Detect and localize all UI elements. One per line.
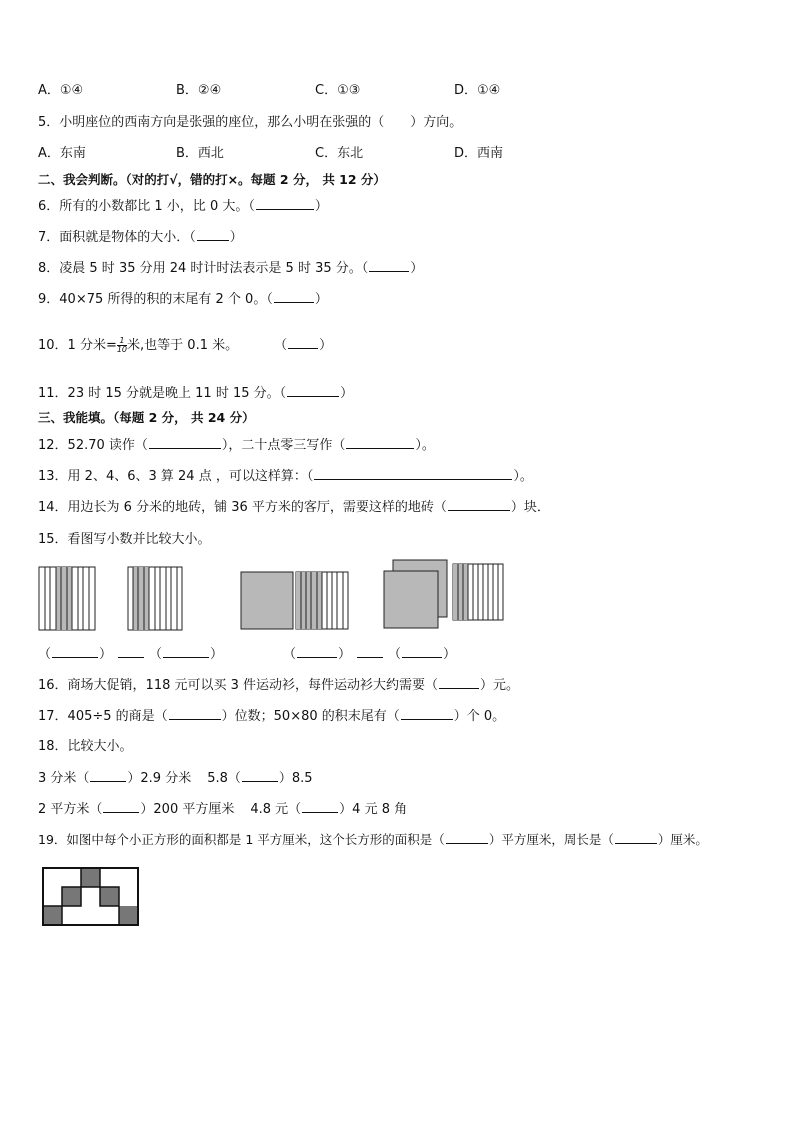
q12-line bbox=[38, 436, 435, 455]
q4-option-c: C．①③ bbox=[315, 83, 361, 98]
q8-answer-blank[interactable] bbox=[369, 259, 409, 272]
q7-answer-blank[interactable] bbox=[197, 228, 229, 241]
q10-answer-blank[interactable] bbox=[288, 336, 318, 349]
q5-text: 5．小明座位的西南方向是张强的座位，那么小明在张强的（ ）方向。 bbox=[38, 115, 463, 130]
q15-blank-3[interactable] bbox=[297, 645, 337, 658]
q14-text-a: 14．用边长为 6 分米的地砖，铺 36 平方米的客厅，需要这样的地砖（ bbox=[38, 500, 447, 515]
q18-blank-3[interactable] bbox=[103, 800, 139, 813]
q11-answer-blank[interactable] bbox=[287, 384, 339, 397]
q9-text: 9．40×75 所得的积的末尾有 2 个 0。（ bbox=[38, 292, 273, 307]
q8-end: ） bbox=[410, 261, 424, 276]
q16-text-a: 16．商场大促销，118 元可以买 3 件运动衫，每件运动衫大约需要（ bbox=[38, 678, 439, 693]
q9-line bbox=[38, 290, 328, 309]
q19-text-c: ）厘米。 bbox=[657, 832, 708, 847]
q15-text: 15．看图写小数并比较大小。 bbox=[38, 532, 211, 547]
q10-pre: 10．1 分米= bbox=[38, 338, 117, 353]
q13-text-a: 13．用 2、4、6、3 算 24 点 ，可以这样算：（ bbox=[38, 469, 314, 484]
q17-text-b: ）位数；50×80 的积末尾有（ bbox=[221, 709, 400, 724]
q17-blank-1[interactable] bbox=[169, 707, 221, 720]
q15-figure-1 bbox=[38, 566, 98, 632]
q18-r2-b: ）200 平方厘米 bbox=[140, 802, 235, 817]
q9-end: ） bbox=[314, 292, 328, 307]
q15-figure-4a bbox=[383, 559, 449, 631]
q19-text-a: 19．如图中每个小正方形的面积都是 1 平方厘米，这个长方形的面积是（ bbox=[38, 832, 445, 847]
q6-end: ） bbox=[314, 199, 328, 214]
q10-line bbox=[38, 336, 332, 355]
q7-line bbox=[38, 228, 243, 247]
q15-figure-4b bbox=[452, 563, 506, 623]
q15-figure-3a bbox=[240, 571, 296, 632]
q6-text: 6．所有的小数都比 1 小，比 0 大。（ bbox=[38, 199, 255, 214]
section3-heading: 三、我能填。（每题 2 分， 共 24 分） bbox=[38, 410, 255, 425]
q15-paren-4b: ） bbox=[443, 647, 457, 662]
q19-line bbox=[38, 831, 708, 849]
q14-text-b: ）块． bbox=[510, 500, 550, 515]
q15-paren-3b: ） bbox=[338, 647, 352, 662]
q7-end: ） bbox=[229, 230, 243, 245]
q10-fraction bbox=[117, 337, 127, 354]
q15-paren-3a: （ bbox=[283, 647, 297, 662]
q15-blank-1[interactable] bbox=[52, 645, 98, 658]
q10-paren-close: ） bbox=[319, 338, 333, 353]
q11-end: ） bbox=[340, 386, 354, 401]
q11-text: 11．23 时 15 分就是晚上 11 时 15 分。（ bbox=[38, 386, 287, 401]
q17-text-a: 17．405÷5 的商是（ bbox=[38, 709, 168, 724]
q13-blank[interactable] bbox=[314, 467, 512, 480]
q10-post: 米,也等于 0.1 米。 bbox=[127, 338, 239, 353]
q15-blank-4[interactable] bbox=[402, 645, 442, 658]
q10-frac-num: 1 bbox=[117, 337, 127, 346]
q15-blank-2[interactable] bbox=[163, 645, 209, 658]
q19-blank-2[interactable] bbox=[615, 831, 657, 844]
q11-line bbox=[38, 384, 353, 403]
q16-text-b: ）元。 bbox=[480, 678, 520, 693]
q17-text-c: ）个 0。 bbox=[453, 709, 506, 724]
q5-option-a: A．东南 bbox=[38, 146, 86, 161]
q6-line bbox=[38, 197, 328, 216]
q15-answer-row-2 bbox=[283, 645, 456, 664]
q10-frac-den: 10 bbox=[116, 345, 128, 354]
q12-blank-1[interactable] bbox=[149, 436, 221, 449]
q5-option-b: B．西北 bbox=[176, 146, 224, 161]
q8-text: 8．凌晨 5 时 35 分用 24 时计时法表示是 5 时 35 分。（ bbox=[38, 261, 369, 276]
q19-text-b: ）平方厘米，周长是（ bbox=[488, 832, 614, 847]
q17-blank-2[interactable] bbox=[401, 707, 453, 720]
q14-line bbox=[38, 498, 550, 517]
q18-r2-a: 2 平方米（ bbox=[38, 802, 103, 817]
q15-paren-1a: （ bbox=[38, 647, 52, 662]
q5-option-c: C．东北 bbox=[315, 146, 364, 161]
q18-blank-1[interactable] bbox=[90, 769, 126, 782]
q19-blank-1[interactable] bbox=[446, 831, 488, 844]
q18-blank-4[interactable] bbox=[302, 800, 338, 813]
q4-option-d: D．①④ bbox=[454, 83, 501, 98]
q15-compare-1[interactable] bbox=[118, 645, 144, 658]
q13-line bbox=[38, 467, 533, 486]
q15-figure-3b bbox=[295, 571, 351, 632]
q12-text-a: 12．52.70 读作（ bbox=[38, 438, 148, 453]
q18-r1-c: 5.8（ bbox=[207, 771, 241, 786]
q18-r2-c: 4.8 元（ bbox=[250, 802, 302, 817]
q18-row-2 bbox=[38, 800, 407, 819]
q4-option-b: B．②④ bbox=[176, 83, 222, 98]
q6-answer-blank[interactable] bbox=[256, 197, 314, 210]
q14-blank[interactable] bbox=[448, 498, 510, 511]
q17-line bbox=[38, 707, 505, 726]
q15-figure-2 bbox=[127, 566, 185, 632]
q15-paren-2a: （ bbox=[149, 647, 163, 662]
q15-paren-4a: （ bbox=[388, 647, 402, 662]
q15-paren-2b: ） bbox=[210, 647, 224, 662]
q18-r1-d: ）8.5 bbox=[278, 771, 313, 786]
q16-line bbox=[38, 676, 519, 695]
q18-r2-d: ）4 元 8 角 bbox=[339, 802, 408, 817]
q9-answer-blank[interactable] bbox=[274, 290, 314, 303]
q18-text: 18．比较大小。 bbox=[38, 739, 133, 754]
q19-rectangle-figure bbox=[42, 867, 142, 929]
q18-r1-a: 3 分米（ bbox=[38, 771, 90, 786]
q18-blank-2[interactable] bbox=[242, 769, 278, 782]
q18-row-1 bbox=[38, 769, 313, 788]
q15-compare-2[interactable] bbox=[357, 645, 383, 658]
q13-text-b: ）。 bbox=[513, 469, 533, 484]
q12-text-c: ）。 bbox=[415, 438, 435, 453]
q15-paren-1b: ） bbox=[99, 647, 113, 662]
q12-blank-2[interactable] bbox=[346, 436, 414, 449]
q4-option-a: A．①④ bbox=[38, 83, 84, 98]
q18-r1-b: ）2.9 分米 bbox=[127, 771, 192, 786]
q7-text: 7．面积就是物体的大小．（ bbox=[38, 230, 196, 245]
section2-heading: 二、我会判断。（对的打√，错的打×。每题 2 分， 共 12 分） bbox=[38, 172, 386, 187]
q16-blank[interactable] bbox=[439, 676, 479, 689]
q5-option-d: D．西南 bbox=[454, 146, 504, 161]
q12-text-b: ），二十点零三写作（ bbox=[221, 438, 346, 453]
q8-line bbox=[38, 259, 423, 278]
q10-paren-open: （ bbox=[274, 338, 288, 353]
q15-answer-row-1 bbox=[38, 645, 223, 664]
